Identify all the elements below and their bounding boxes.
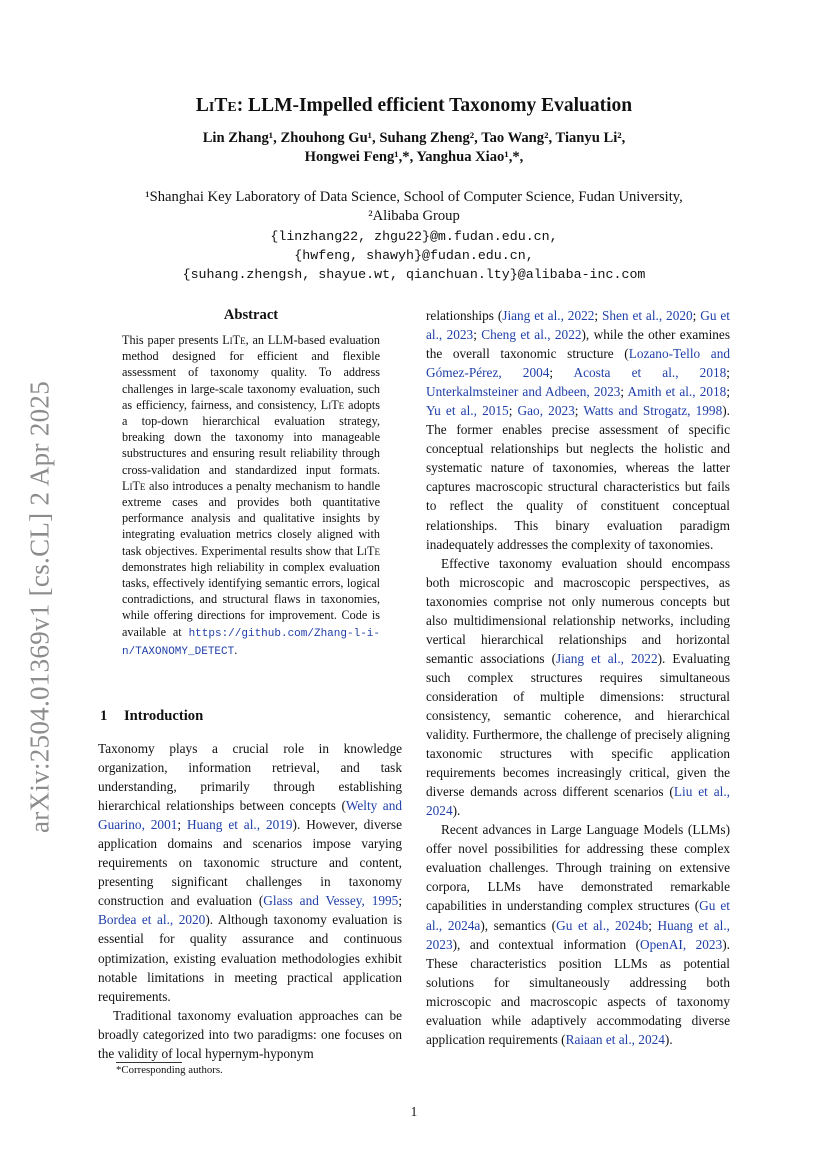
paragraph <box>426 820 730 1049</box>
arxiv-sidebar-stamp <box>14 372 66 842</box>
body-text: ). However, diverse application domains and scenarios impose varying requirements on taxonomic structure and content, presenting significant challenges in taxonomy construction and evaluation ( <box>98 817 402 909</box>
section-heading-introduction <box>100 708 400 725</box>
body-text: ). Although taxonomy evaluation is essential for quality assurance and continuous optimization, existing evaluation methodologies exhibit notable limitations in meeting practical application requirements. <box>98 912 402 1004</box>
paragraph <box>98 739 402 1006</box>
email-line-1: {linzhang22, zhgu22}@m.fudan.edu.cn, <box>270 229 558 244</box>
title-name-l: L <box>195 95 209 116</box>
body-text: ; <box>177 817 187 833</box>
body-text: ). <box>452 803 461 819</box>
citation-link[interactable]: Welty and Guarino, 2001 <box>98 798 402 833</box>
body-text: ; <box>726 384 731 400</box>
citation-link[interactable]: Gu et al., 2023 <box>426 308 730 343</box>
authors-line-2: Hongwei Feng¹,*, Yanghua Xiao¹,*, <box>304 149 524 165</box>
abstract-body <box>122 332 380 660</box>
author-list <box>80 129 748 167</box>
body-text: ; <box>726 365 730 381</box>
title-rest: : LLM-Impelled efficient Taxonomy Evaluation <box>236 95 633 116</box>
body-text: Taxonomy plays a crucial role in knowledge organization, information retrieval, and task understanding, primarily through establishing hierarchical relationships between concepts ( <box>98 741 402 814</box>
abstract-heading: Abstract <box>223 307 279 323</box>
citation-link[interactable]: Acosta et al., 2018 <box>573 365 727 381</box>
lite-name: LiTe <box>222 333 246 347</box>
citation-link[interactable]: Jiang et al., 2022 <box>502 308 595 323</box>
citation-link[interactable]: Liu et al., 2024 <box>426 784 730 819</box>
arxiv-id: arXiv:2504.01369v1 [cs.CL] 2 Apr 2025 <box>24 380 55 834</box>
right-column-body <box>426 306 730 1049</box>
paragraph <box>426 306 730 554</box>
section-title: Introduction <box>124 708 204 724</box>
email-line-2: {hwfeng, shawyh}@fudan.edu.cn, <box>294 248 534 263</box>
body-text: ; <box>620 384 628 400</box>
paper-title <box>0 95 828 117</box>
footnote: *Corresponding authors. <box>116 1064 223 1076</box>
body-text: ; <box>692 308 701 323</box>
title-name-e: e <box>227 95 237 116</box>
body-text: Effective taxonomy evaluation should encompass both microscopic and macroscopic perspectives, as taxonomies comprise not only numerous concepts but also multidimensional relationship networks, including vertical hierarchical relationships and horizontal semantic associations ( <box>426 555 730 666</box>
lite-name: LiTe <box>356 543 380 558</box>
citation-link[interactable]: Yu et al., 2015 <box>426 403 509 419</box>
citation-link[interactable]: OpenAI, 2023 <box>640 936 723 952</box>
abstract-text: also introduces a penalty mechanism to handle extreme cases and provides both quantitative performance analysis and qualitative insights by integrating evaluation metrics closely aligned with task objectives. Experimental results show that <box>122 478 380 558</box>
body-text: relationships ( <box>426 308 503 323</box>
body-text: ), while the other examines the overall taxonomic structure ( <box>426 327 731 362</box>
paragraph <box>426 554 730 821</box>
citation-link[interactable]: Lozano-Tello and Gómez-Pérez, 2004 <box>426 346 730 381</box>
body-text: ; <box>473 327 482 343</box>
body-text: ; <box>648 917 658 933</box>
abstract-text: demonstrates high reliability in complex evaluation tasks, effectively identifying semantic errors, logical contradictions, and structural flaws in taxonomies, while offering directions for improvement. Code is available at <box>122 559 380 639</box>
affiliations <box>80 188 748 226</box>
email-list <box>80 227 748 284</box>
lite-name: LiTe <box>122 478 146 493</box>
body-text: ; <box>594 308 602 323</box>
email-line-3: {suhang.zhengsh, shayue.wt, qianchuan.lty}@alibaba-inc.com <box>182 267 646 282</box>
body-text: Recent advances in Large Language Models (LLMs) offer novel possibilities for addressing these complex evaluation challenges. Through training on extensive corpora, LLMs have demonstrated remarkable capabilities in understanding complex structures ( <box>426 822 730 914</box>
citation-link[interactable]: Gu et al., 2024a <box>426 898 731 933</box>
body-text: ; <box>508 403 518 419</box>
abstract-text: . <box>234 642 238 657</box>
body-text: ). These characteristics position LLMs as potential solutions for simultaneously addressing both microscopic and macroscopic aspects of taxonomy evaluation while adaptively accommodating diverse application requirements ( <box>426 936 730 1047</box>
citation-link[interactable]: Raiaan et al., 2024 <box>565 1031 665 1047</box>
footnote-rule <box>116 1062 182 1063</box>
authors-line-1: Lin Zhang¹, Zhouhong Gu¹, Suhang Zheng², Tao Wang², Tianyu Li², <box>202 130 626 146</box>
citation-link[interactable]: Bordea et al., 2020 <box>98 912 206 928</box>
citation-link[interactable]: Glass and Vessey, 1995 <box>263 893 399 909</box>
left-column-body <box>98 739 402 1063</box>
body-text: ; <box>574 403 584 419</box>
abstract-text: This paper presents <box>122 333 223 347</box>
code-url-link[interactable]: https://github.com/Zhang-l-i-n/TAXONOMY_DETECT <box>122 627 380 658</box>
body-text: ; <box>549 365 574 381</box>
body-text: ), semantics ( <box>480 917 557 933</box>
section-number: 1 <box>100 708 108 724</box>
abstract-text: adopts a top-down hierarchical evaluation strategy, breaking down the taxonomy into manageable substructures and ensuring result reliability through cross-validation and standardized input formats. <box>122 397 380 477</box>
affiliation-1: ¹Shanghai Key Laboratory of Data Science, School of Computer Science, Fudan University, <box>145 189 683 205</box>
paragraph: Traditional taxonomy evaluation approaches can be broadly categorized into two paradigms: one focuses on the validity of local hypernym-hyponym <box>98 1007 402 1061</box>
citation-link[interactable]: Gao, 2023 <box>517 403 575 419</box>
citation-link[interactable]: Gu et al., 2024b <box>556 917 649 933</box>
affiliation-2: ²Alibaba Group <box>368 208 460 224</box>
citation-link[interactable]: Jiang et al., 2022 <box>556 650 658 666</box>
title-name-i: i <box>208 95 215 116</box>
body-text: ), and contextual information ( <box>452 936 641 952</box>
citation-link[interactable]: Unterkalmsteiner and Adbeen, 2023 <box>426 384 621 400</box>
page-number: 1 <box>410 1104 418 1119</box>
body-text: ). <box>664 1031 673 1047</box>
citation-link[interactable]: Cheng et al., 2022 <box>481 327 582 343</box>
citation-link[interactable]: Huang et al., 2023 <box>426 917 730 952</box>
title-name-t: T <box>214 95 228 116</box>
abstract-text: , an LLM-based evaluation method designed for efficient and flexible assessment of taxonomy quality. To address challenges in large-scale taxonomy evaluation, such as efficiency, fairness, and consistency, <box>122 333 380 412</box>
body-text: ; <box>398 893 403 909</box>
body-text: ). The former enables precise assessment of specific conceptual relationships but neglects the holistic and systematic nature of taxonomies, whereas the latter captures macroscopic structural characteristics but fails to reflect the quality of constituent conceptual relationships. This binary evaluation paradigm inadequately addresses the complexity of taxonomies. <box>426 403 730 552</box>
citation-link[interactable]: Amith et al., 2018 <box>627 384 727 400</box>
body-text: ). Evaluating such complex structures requires simultaneous consideration of multiple dimensions: structural consistency, semantic coherence, and hierarchical validity. Furthermore, the challenge of precisely aligning taxonomic structures with specific application requirements becomes increasingly critical, given the diverse demands across different scenarios ( <box>426 650 730 800</box>
citation-link[interactable]: Huang et al., 2019 <box>186 817 293 833</box>
lite-name: LiTe <box>320 397 345 412</box>
citation-link[interactable]: Shen et al., 2020 <box>601 308 693 323</box>
citation-link[interactable]: Watts and Strogatz, 1998 <box>583 403 723 419</box>
